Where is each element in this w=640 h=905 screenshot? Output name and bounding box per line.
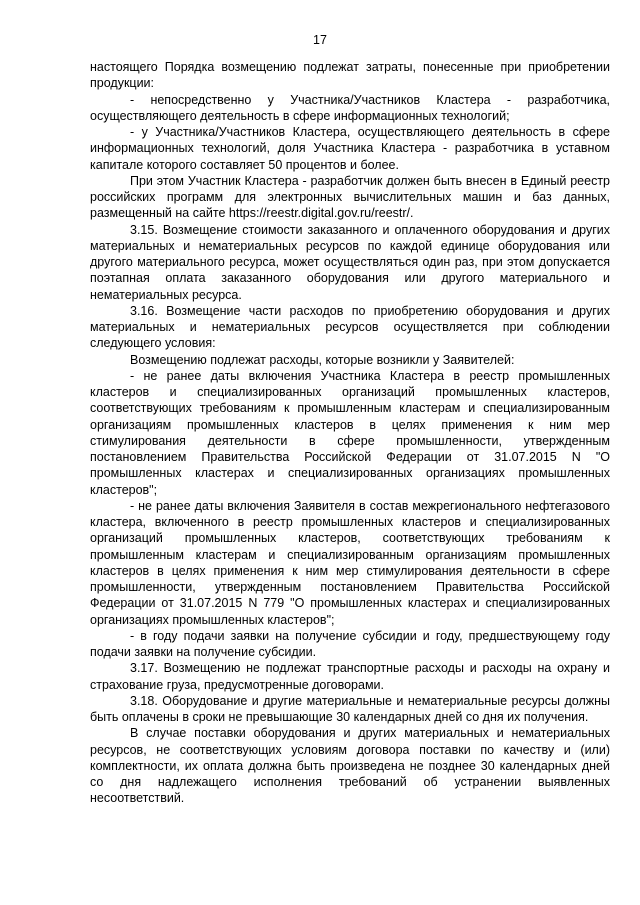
document-body	[90, 59, 610, 807]
paragraph-clause-3-17: 3.17. Возмещению не подлежат транспортные расходы и расходы на охрану и страхование груза, предусмотренные договорами.	[90, 661, 610, 692]
paragraph-intro-continuation: настоящего Порядка возмещению подлежат затраты, понесенные при приобретении продукции:	[90, 60, 610, 91]
paragraph-clause-3-15: 3.15. Возмещение стоимости заказанного и оплаченного оборудования и других материальных и нематериальных ресурсов по каждой единице оборудования или другого материального ресурса, может осуществляться один раз, при этом допускается поэтапная оплата заказанного оборудования или другого материального и нематериальных ресурса.	[90, 222, 610, 302]
paragraph-nonconforming-delivery: В случае поставки оборудования и других материальных и нематериальных ресурсов, не соответствующих условиям договора поставки по качеству и (или) комплектности, их оплата должна быть произведена не позднее 30 календарных дней со дня надлежащего исполнения требований об устранении выявленных несоответствий.	[90, 726, 610, 806]
paragraph-list-item-share-developer: - у Участника/Участников Кластера, осуществляющего деятельность в сфере информационных технологий, доля Участника Кластера - разработчика в уставном капитале которого составляет 50 процентов и более.	[90, 125, 610, 172]
page-number: 17	[313, 33, 327, 47]
paragraph-list-item-direct-developer: - непосредственно у Участника/Участников Кластера - разработчика, осуществляющего деятельность в сфере информационных технологий;	[90, 92, 610, 123]
paragraph-condition-oil-gas-cluster: - не ранее даты включения Заявителя в состав межрегионального нефтегазового кластера, включенного в реестр промышленных кластеров и специализированных организаций промышленных кластеров, соответствующих требованиям к промышленным кластерам и специализированным организациям промышленных кластеров в целях применения к ним мер стимулирования деятельности в сфере промышленности, утвержденным постановлением Правительства Российской Федерации от 31.07.2015 N 779 "О промышленных кластерах и специализированных организациях промышленных кластеров";	[90, 498, 610, 627]
paragraph-clause-3-16: 3.16. Возмещение части расходов по приобретению оборудования и других материальных и нематериальных ресурсов осуществляется при соблюдении следующего условия:	[90, 303, 610, 351]
paragraph-condition-application-year: - в году подачи заявки на получение субсидии и году, предшествующему году подачи заявки на получение субсидии.	[90, 628, 610, 659]
paragraph-condition-cluster-registry: - не ранее даты включения Участника Кластера в реестр промышленных кластеров и специализированных организаций промышленных кластеров, соответствующих требованиям к промышленным кластерам и специализированным организациям промышленных кластеров в целях применения к ним мер стимулирования деятельности в сфере промышленности, утвержденным постановлением Правительства Российской Федерации от 31.07.2015 N "О промышленных кластерах и специализированных организациях промышленных кластеров";	[90, 368, 610, 497]
paragraph-registry-requirement: При этом Участник Кластера - разработчик должен быть внесен в Единый реестр российских программ для электронных вычислительных машин и баз данных, размещенный на сайте https://reestr.digital.gov.ru/reestr/.	[90, 173, 610, 221]
paragraph-clause-3-18: 3.18. Оборудование и другие материальные и нематериальные ресурсы должны быть оплачены в сроки не превышающие 30 календарных дней со дня их получения.	[90, 693, 610, 724]
paragraph-expenses-condition: Возмещению подлежат расходы, которые возникли у Заявителей:	[130, 352, 515, 367]
